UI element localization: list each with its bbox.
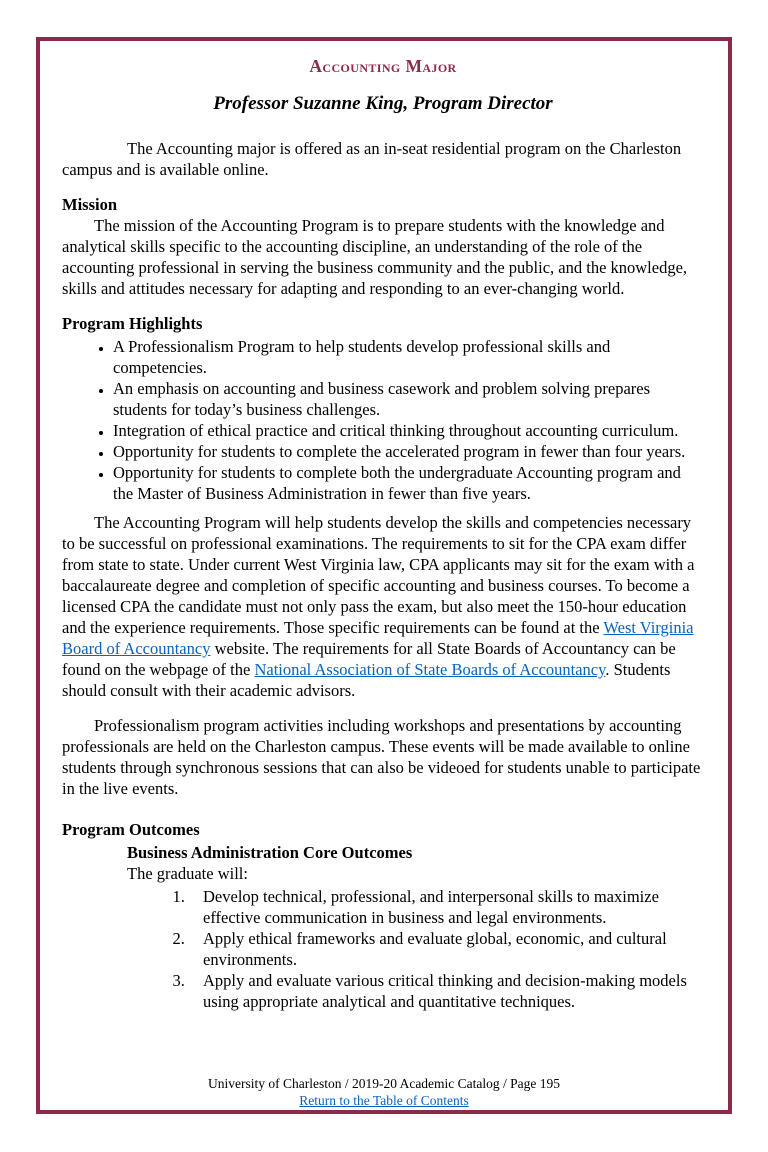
program-outcomes-heading: Program Outcomes <box>62 820 200 839</box>
professionalism-paragraph: Professionalism program activities including workshops and presentations by accounting professionals are held on the Charleston campus. These events will be made available to online students through synchronous sessions that can also be videoed for students unable to participate in the live events. <box>62 716 701 798</box>
cpa-text-before-link1: The Accounting Program will help students develop the skills and competencies necessary to be successful on professional examinations. The requirements to sit for the CPA exam differ from state to state. Under current West Virginia law, CPA applicants may sit for the exam with a baccalaureate degree and completion of specific accounting and business courses. To become a licensed CPA the candidate must not only pass the exam, but also meet the 150-hour education and the experience requirements. Those specific requirements can be found at the <box>62 513 695 637</box>
catalog-page-info: University of Charleston / 2019-20 Academic Catalog / Page 195 <box>207 1076 561 1091</box>
outcome-item: 2. Apply ethical frameworks and evaluate global, economic, and cultural environments. <box>189 928 704 970</box>
highlight-item: • Integration of ethical practice and critical thinking throughout accounting curriculum. <box>113 420 704 441</box>
page-footer <box>40 1075 728 1109</box>
business-admin-core-outcomes-subheading: Business Administration Core Outcomes <box>127 843 413 862</box>
program-highlights-list <box>62 336 704 504</box>
cpa-text-after-link2: . Students should consult with their academic advisors. <box>62 660 671 700</box>
outcome-item: 3. Apply and evaluate various critical thinking and decision-making models using appropriate analytical and quantitative techniques. <box>189 970 704 1012</box>
highlight-item: • Opportunity for students to complete both the undergraduate Accounting program and the Master of Business Administration in fewer than five years. <box>113 462 704 504</box>
west-virginia-board-of-accountancy-link[interactable]: West Virginia Board of Accountancy <box>62 618 694 658</box>
outcomes-numbered-list <box>62 886 704 1012</box>
page-border-frame <box>36 37 732 1114</box>
program-highlights-heading: Program Highlights <box>62 314 203 333</box>
page-title: Accounting Major <box>309 56 457 76</box>
cpa-requirements-paragraph <box>62 512 704 701</box>
outcome-item: 1. Develop technical, professional, and interpersonal skills to maximize effective communication in business and legal environments. <box>189 886 704 928</box>
highlight-item: • Opportunity for students to complete the accelerated program in fewer than four years. <box>113 441 704 462</box>
highlight-item: • An emphasis on accounting and business casework and problem solving prepares students for today’s business challenges. <box>113 378 704 420</box>
program-director-subtitle: Professor Suzanne King, Program Director <box>213 93 553 114</box>
return-to-table-of-contents-link[interactable]: Return to the Table of Contents <box>299 1093 469 1108</box>
cpa-text-between-links: website. The requirements for all State Boards of Accountancy can be found on the webpage of the <box>62 639 676 679</box>
mission-paragraph: The mission of the Accounting Program is to prepare students with the knowledge and analytical skills specific to the accounting discipline, an understanding of the role of the accounting professional in serving the business community and the public, and the knowledge, skills and attitudes necessary for adapting and responding to an ever-changing world. <box>62 216 688 298</box>
national-association-state-boards-link[interactable]: National Association of State Boards of Accountancy <box>254 660 606 679</box>
intro-paragraph: The Accounting major is offered as an in-seat residential program on the Charleston campus and is available online. <box>62 139 682 179</box>
graduate-will-lead-text: The graduate will: <box>127 864 248 883</box>
highlight-item: • A Professionalism Program to help students develop professional skills and competencies. <box>113 336 704 378</box>
mission-heading: Mission <box>62 195 118 214</box>
